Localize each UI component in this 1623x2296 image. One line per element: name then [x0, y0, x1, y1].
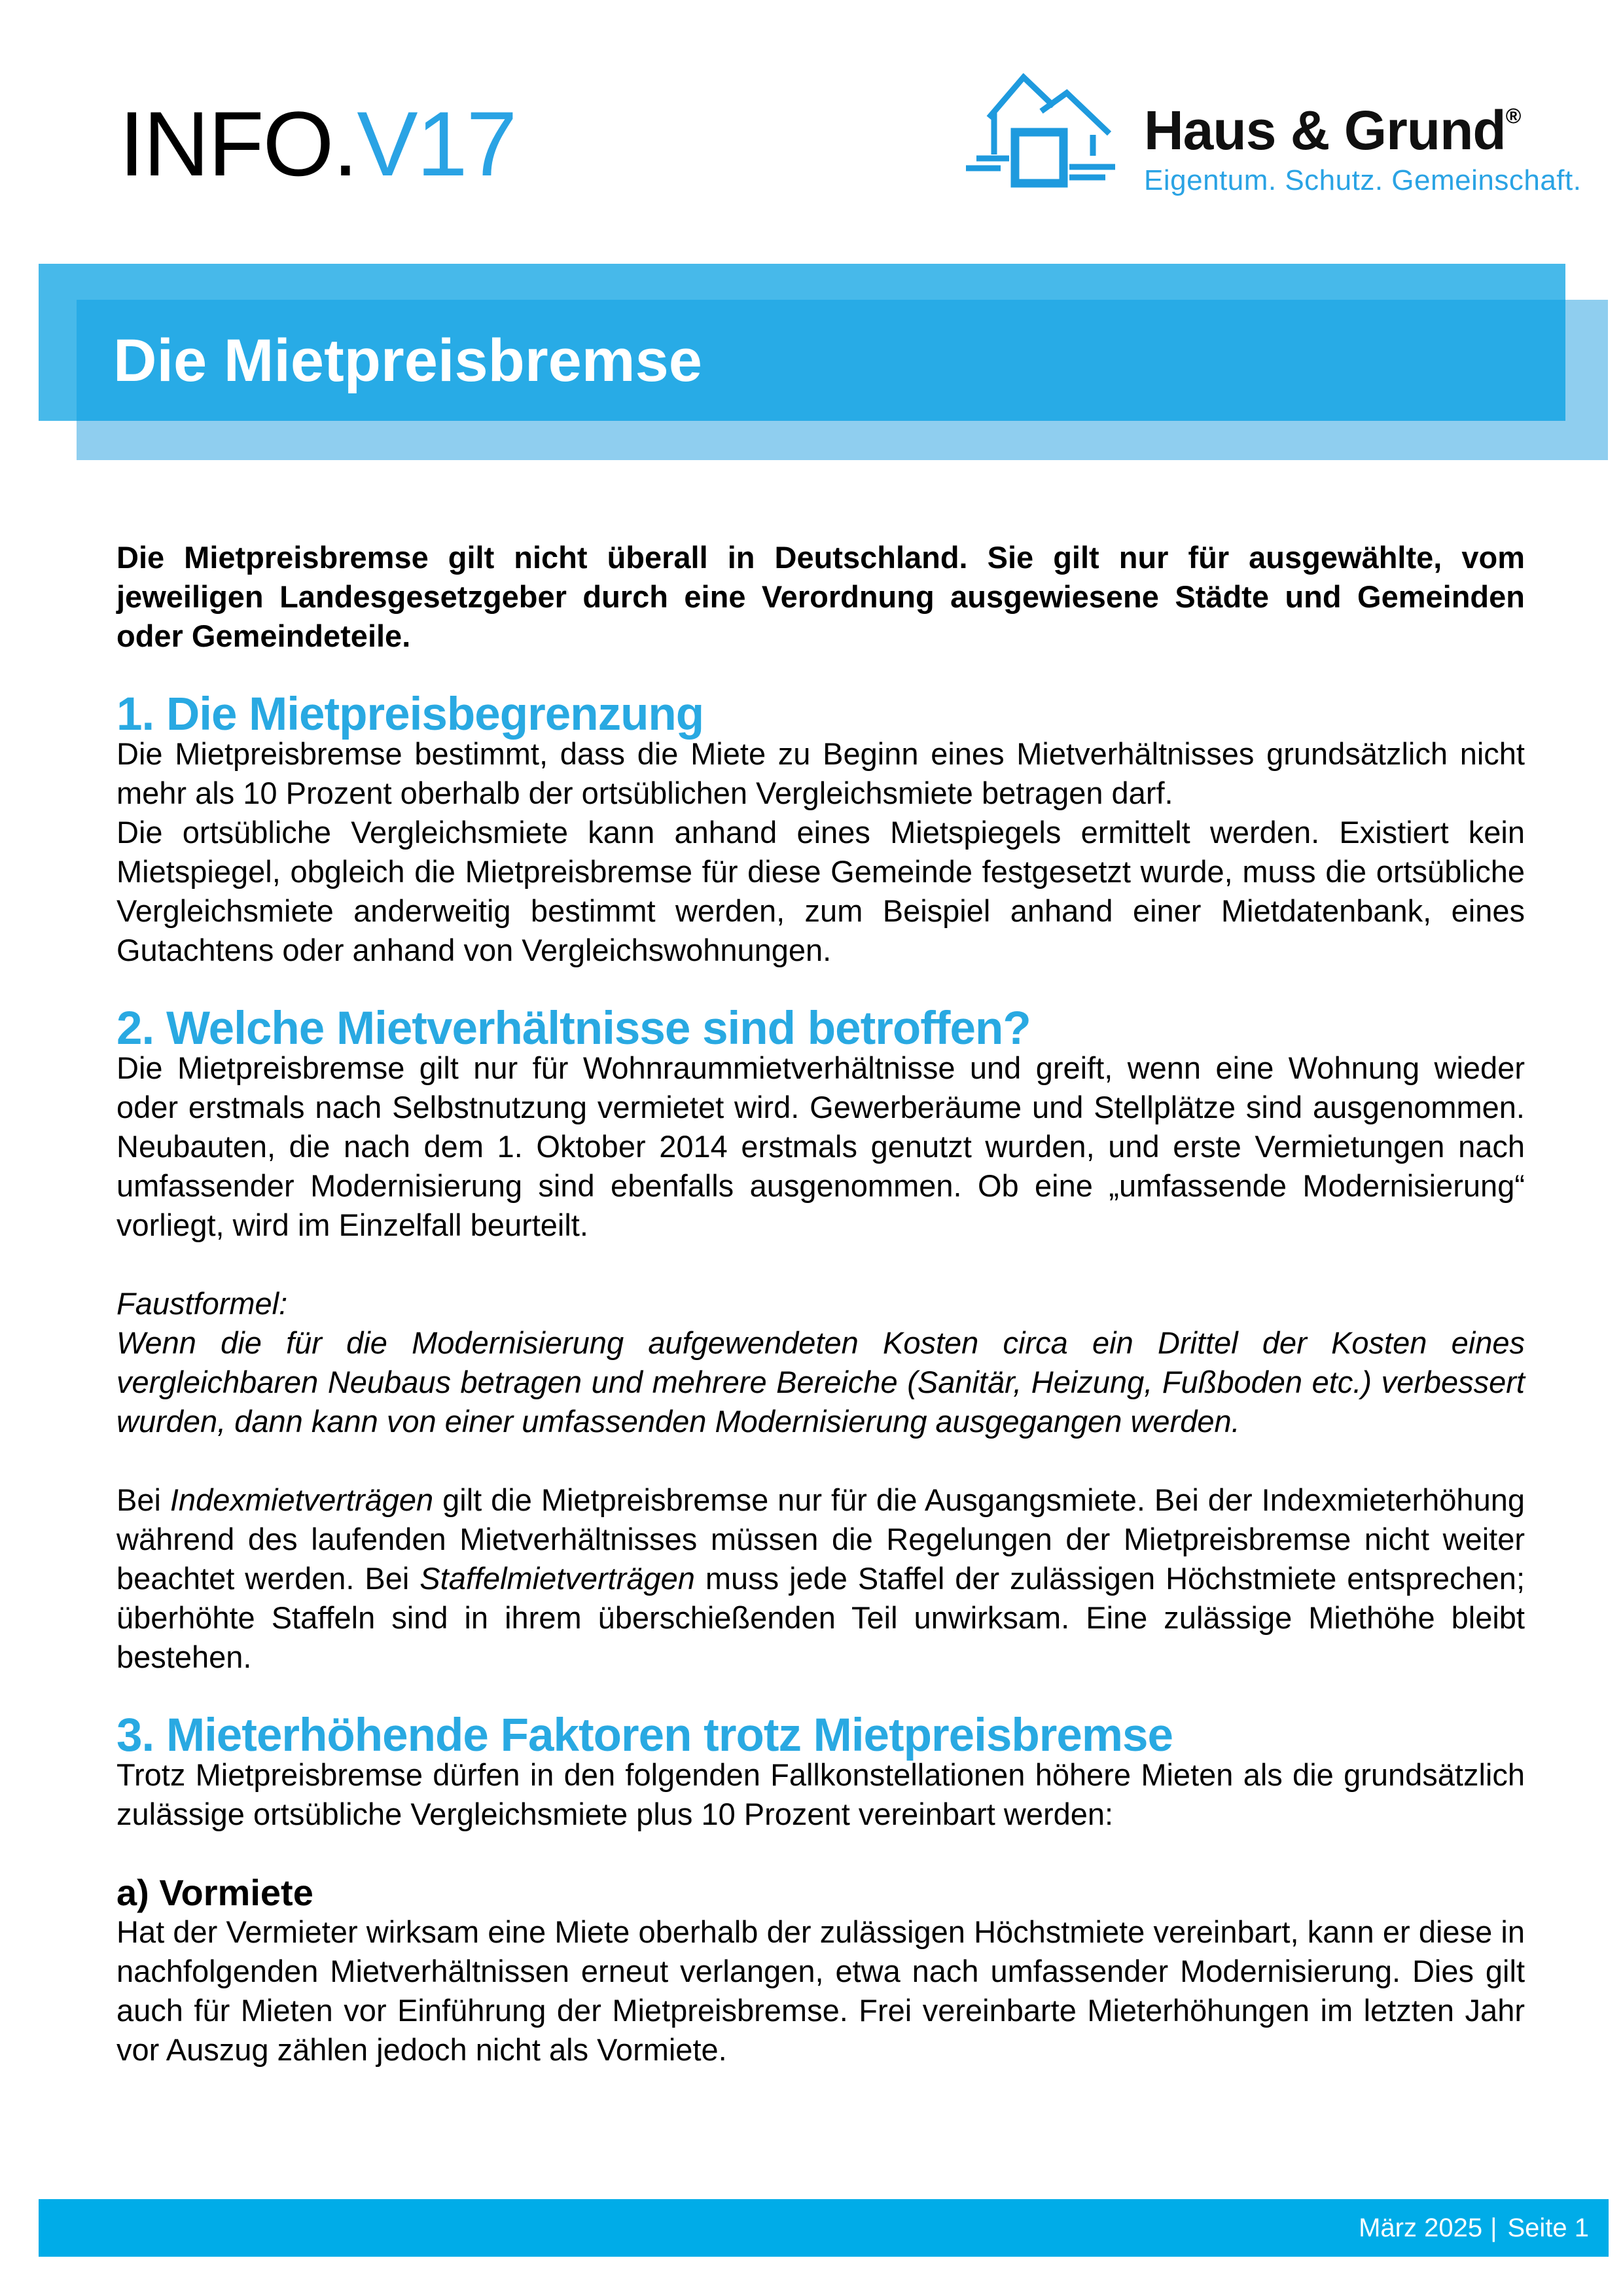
section-1-heading: 1. Die Mietpreisbegrenzung — [116, 689, 704, 740]
text-run: muss jede Staffel der zulässigen Höchstmiete entsprechen; überhöhte Staffeln sind in ihrem überschießenden Teil unwirksam. Eine zulässige Miethöhe bleibt bestehen. — [116, 1561, 1525, 1674]
section-3-paragraph-1: Trotz Mietpreisbremse dürfen in den folgenden Fallkonstellationen höhere Mieten als die grundsätzlich zulässige ortsübliche Vergleichsmiete plus 10 Prozent vereinbart werden: — [116, 1757, 1525, 1831]
version-label: V17 — [357, 92, 516, 195]
registered-mark: ® — [1505, 104, 1522, 128]
section-3-heading: 3. Mieterhöhende Faktoren trotz Mietpreisbremse — [116, 1710, 1173, 1761]
subsection-a-paragraph-1: Hat der Vermieter wirksam eine Miete oberhalb der zulässigen Höchstmiete vereinbart, kann er diese in nachfolgenden Mietverhältnissen erneut verlangen, etwa nach umfassender Modernisierung. Dies gilt auch für Mieten vor Einführung der Mietpreisbremse. Frei vereinbarte Mieterhöhungen im letzten Jahr vor Auszug zählen jedoch nicht als Vormiete. — [116, 1914, 1525, 2067]
haus-und-grund-logo — [965, 73, 1623, 198]
door — [1015, 132, 1063, 183]
footer-date: März 2025 — [1359, 2214, 1483, 2242]
faustformel-label: Faustformel: — [116, 1286, 288, 1321]
document-series-title — [119, 92, 516, 195]
section-2-paragraph-1: Die Mietpreisbremse gilt nur für Wohnraummietverhältnisse und greift, wenn eine Wohnung wieder oder erstmals nach Selbstnutzung vermietet wird. Gewerberäume und Stellplätze sind ausgenommen. Neubauten, die nach dem 1. Oktober 2014 erstmals genutzt wurden, und erste Vermietungen nach umfassender Modernisierung sind ebenfalls ausgenommen. Ob eine „umfassende Modernisierung“ vorliegt, wird im Einzelfall beurteilt. — [116, 1050, 1525, 1242]
spacer — [116, 1441, 1525, 1480]
text-run: Bei — [116, 1482, 170, 1517]
small-roof — [1041, 93, 1109, 134]
section-2-heading: 2. Welche Mietverhältnisse sind betroffen? — [116, 1003, 1031, 1054]
page-title: Die Mietpreisbremse — [113, 327, 702, 394]
footer-bar — [39, 2199, 1609, 2257]
spacer — [116, 1245, 1525, 1284]
index-staffel-paragraph — [116, 1480, 1525, 1677]
footer-divider: | — [1490, 2214, 1497, 2242]
document-body — [116, 538, 1525, 2070]
intro-paragraph: Die Mietpreisbremse gilt nicht überall in Deutschland. Sie gilt nur für ausgewählte, vom jeweiligen Landesgesetzgeber durch eine Verordnung ausgewiesene Städte und Gemeinden oder Gemeindeteile. — [116, 540, 1525, 653]
logo-name: Haus & Grund — [1144, 99, 1506, 161]
faustformel-paragraph: Wenn die für die Modernisierung aufgewendeten Kosten circa ein Drittel der Kosten eines vergleichbaren Neubaus betragen und mehrere Bereiche (Sanitär, Heizung, Fußboden etc.) verbessert wurden, dann kann von einer umfassenden Modernisierung ausgegangen werden. — [116, 1325, 1525, 1439]
section-1-paragraph-1: Die Mietpreisbremse bestimmt, dass die Miete zu Beginn eines Mietverhältnisses grundsätzlich nicht mehr als 10 Prozent oberhalb der ortsüblichen Vergleichsmiete betragen darf. — [116, 736, 1525, 810]
logo-tagline: Eigentum. Schutz. Gemeinschaft. — [1144, 164, 1582, 196]
subsection-a-heading: a) Vormiete — [116, 1872, 313, 1913]
section-1-paragraph-2: Die ortsübliche Vergleichsmiete kann anhand eines Mietspiegels ermittelt werden. Existiert kein Mietspiegel, obgleich die Mietpreisbremse für diese Gemeinde festgesetzt wurde, muss die ortsübliche Vergleichsmiete anderweitig bestimmt werden, zum Beispiel anhand einer Mietdatenbank, eines Gutachtens oder anhand von Vergleichswohnungen. — [116, 815, 1525, 967]
logo-text — [1144, 99, 1582, 196]
footer-page-number: Seite 1 — [1507, 2214, 1589, 2242]
italic-term-indexmietvertraege: Indexmietverträgen — [169, 1482, 434, 1517]
italic-term-staffelmietvertraege: Staffelmietverträgen — [419, 1561, 695, 1596]
info-label: INFO. — [119, 92, 357, 195]
text-run: gilt die Mietpreisbremse nur für die Ausgangsmiete. Bei der Indexmieterhöhung während des laufenden Mietverhältnisses müssen die Regelungen der Mietpreisbremse nicht weiter beachtet werden. Bei — [116, 1482, 1525, 1596]
